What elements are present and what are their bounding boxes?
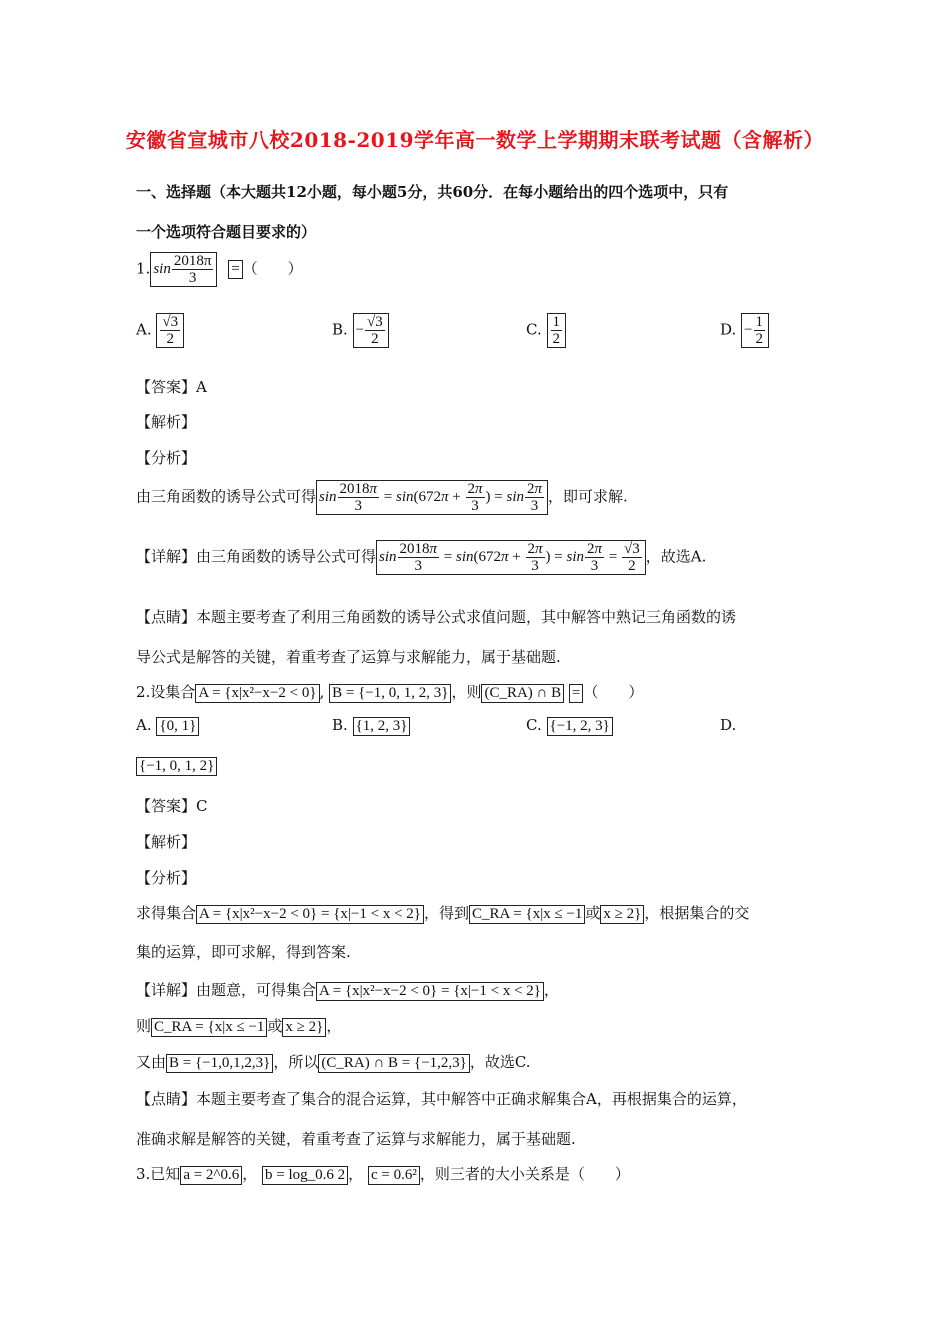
option-d: D. − $\frac{1}{2}$	[720, 313, 769, 348]
equals-sign: =	[228, 260, 242, 279]
jiexi-label: 【解析】	[136, 413, 197, 431]
comment-line: 【点睛】本题主要考查了利用三角函数的诱导公式求值问题，其中解答中熟记三角函数的诱	[136, 608, 737, 626]
section-heading: 一、选择题（本大题共12小题，每小题5分，共60分．在每小题给出的四个选项中，只有	[136, 183, 729, 201]
question-1-stem	[136, 252, 303, 287]
fenxi-label: 【分析】	[136, 449, 197, 467]
option-d: {−1, 0, 1, 2}	[136, 756, 217, 776]
option-b: B. {1, 2, 3}	[332, 716, 410, 736]
set-b-expression: B = {−1, 0, 1, 2, 3}	[329, 684, 451, 703]
question-3-stem: 3.已知 a = 2^0.6 ， b = log_0.6 2 ， c = 0.6² ，则三者的大小关系是（ ）	[136, 1165, 630, 1183]
math-expression: sin $\frac{2018\pi}{3}$ = sin(672π + $\frac{2\pi}{3}$ ) = sin $\frac{2\pi}{3}$ = $\frac{√3}{2}$	[376, 540, 646, 575]
c-expression: c = 0.6²	[368, 1166, 420, 1185]
section-heading-cont: 一个选项符合题目要求的）	[136, 223, 317, 241]
analysis-line: 求得集合 A = {x|x²−x−2 < 0} = {x|−1 < x < 2} ，得到 C_RA = {x|x ≤ −1 或 x ≥ 2} ，根据集合的交	[136, 904, 750, 922]
detail-line: 【详解】由三角函数的诱导公式可得 sin $\frac{2018\pi}{3}$ = sin(672π + $\frac{2\pi}{3}$ ) = sin $\frac{2\pi}{3}$ = $\frac{√3}{2}$ ，故选A.	[136, 541, 707, 574]
detail-line-3: 又由 B = {−1,0,1,2,3} ，所以 (C_RA) ∩ B = {−1,2,3} ，故选C.	[136, 1053, 531, 1071]
set-a-expression: A = {x|x²−x−2 < 0}	[195, 684, 319, 703]
question-number: 1.	[136, 259, 151, 278]
answer-label: 【答案】C	[136, 797, 208, 815]
question-2-stem: 2.设集合 A = {x|x²−x−2 < 0} , B = {−1, 0, 1, 2, 3} ，则 (C_RA) ∩ B = （ ）	[136, 683, 644, 701]
option-a: A. $\frac{√3}{2}$	[136, 313, 184, 348]
jiexi-label: 【解析】	[136, 833, 197, 851]
fenxi-label: 【分析】	[136, 869, 197, 887]
comment-line: 【点睛】本题主要考查了集合的混合运算，其中解答中正确求解集合A，再根据集合的运算，	[136, 1090, 747, 1108]
a-expression: a = 2^0.6	[180, 1166, 242, 1185]
analysis-line: 由三角函数的诱导公式可得 sin $\frac{2018\pi}{3}$ = sin(672π + $\frac{2\pi}{3}$ ) = sin $\frac{2\pi}{3}$ ，即可求解.	[136, 481, 628, 514]
math-expression: sin $\frac{2018\pi}{3}$	[150, 252, 217, 287]
math-expression: sin $\frac{2018\pi}{3}$ = sin(672π + $\frac{2\pi}{3}$ ) = sin $\frac{2\pi}{3}$	[316, 480, 548, 515]
document-title: 安徽省宣城市八校2018-2019学年高一数学上学期期末联考试题（含解析）	[125, 128, 825, 152]
detail-line: 【详解】由题意，可得集合 A = {x|x²−x−2 < 0} = {x|−1 < x < 2} ，	[136, 981, 560, 999]
option-b: B. − $\frac{√3}{2}$	[332, 313, 389, 348]
option-c: C. $\frac{1}{2}$	[526, 313, 566, 348]
option-c: C. {−1, 2, 3}	[526, 716, 613, 736]
answer-label: 【答案】A	[136, 378, 207, 396]
b-expression: b = log_0.6 2	[262, 1166, 348, 1185]
equals-sign: =	[569, 684, 583, 703]
comment-line-cont: 准确求解是解答的关键，着重考查了运算与求解能力，属于基础题.	[136, 1130, 576, 1148]
complement-intersection: (C_RA) ∩ B	[481, 684, 564, 703]
option-a: A. {0, 1}	[136, 716, 199, 736]
answer-paren: （ ）	[242, 259, 303, 278]
detail-line-2: 则 C_RA = {x|x ≤ −1 或 x ≥ 2} ，	[136, 1017, 342, 1035]
analysis-line-cont: 集的运算，即可求解，得到答案.	[136, 943, 351, 961]
option-d-label: D.	[720, 716, 737, 734]
comment-line-cont: 导公式是解答的关键，着重考查了运算与求解能力，属于基础题.	[136, 648, 561, 666]
